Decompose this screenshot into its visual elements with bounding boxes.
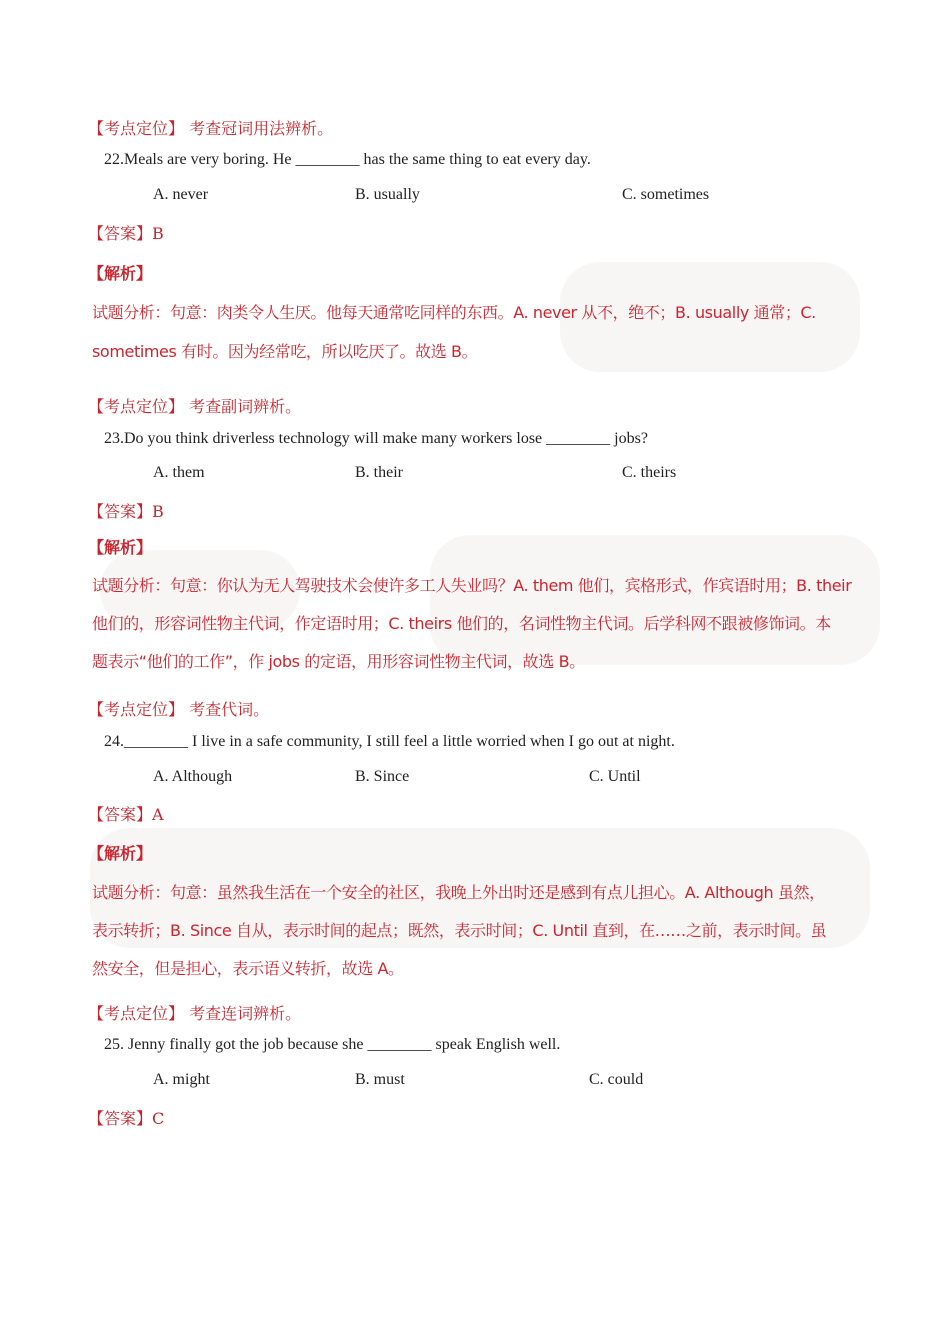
question-23: 23.Do you think driverless technology will make many workers lose ________ jobs? — [104, 430, 648, 447]
option-a: A. them — [153, 464, 205, 481]
question-22: 22.Meals are very boring. He ________ has the same thing to eat every day. — [104, 151, 591, 168]
analysis-label: 【解析】 — [88, 264, 153, 283]
analysis-text: 他们的，形容词性物主代词，作定语时用；C. theirs 他们的，名词性物主代词。后学科网不跟被修饰词。本 — [92, 614, 831, 633]
analysis-label: 【解析】 — [88, 538, 153, 557]
answer-label: 【答案】C — [88, 1109, 165, 1128]
analysis-label: 【解析】 — [88, 844, 153, 863]
kaodian-line: 【考点定位】 考查副词辨析。 — [88, 397, 302, 416]
answer-label: 【答案】B — [88, 224, 164, 243]
analysis-text: 试题分析：句意：肉类令人生厌。他每天通常吃同样的东西。A. never 从不，绝不；B. usually 通常；C. — [92, 303, 816, 322]
answer-label: 【答案】B — [88, 502, 164, 521]
option-b: B. Since — [355, 768, 410, 785]
option-c: C. theirs — [622, 464, 677, 481]
option-c: C. could — [589, 1071, 644, 1088]
analysis-text: 表示转折；B. Since 自从，表示时间的起点；既然，表示时间；C. Until 直到，在……之前，表示时间。虽 — [92, 921, 827, 940]
kaodian-line: 【考点定位】 考查连词辨析。 — [88, 1004, 302, 1023]
question-25: 25. Jenny finally got the job because she ________ speak English well. — [104, 1036, 561, 1053]
option-a: A. might — [153, 1071, 210, 1088]
analysis-text: 题表示“他们的工作”，作 jobs 的定语，用形容词性物主代词，故选 B。 — [92, 652, 585, 671]
answer-label: 【答案】A — [88, 805, 164, 824]
option-a: A. never — [153, 186, 209, 203]
option-a: A. Although — [153, 768, 233, 785]
watermark — [430, 535, 880, 665]
question-24: 24.________ I live in a safe community, I still feel a little worried when I go out at night. — [104, 733, 675, 750]
kaodian-line: 【考点定位】 考查冠词用法辨析。 — [88, 119, 334, 138]
analysis-text: 然安全，但是担心，表示语义转折，故选 A。 — [92, 959, 404, 978]
analysis-text: sometimes 有时。因为经常吃，所以吃厌了。故选 B。 — [92, 342, 478, 361]
analysis-text: 试题分析：句意：你认为无人驾驶技术会使许多工人失业吗？A. them 他们，宾格形式，作宾语时用；B. their — [92, 576, 852, 595]
option-b: B. their — [355, 464, 403, 481]
option-b: B. usually — [355, 186, 420, 203]
option-c: C. sometimes — [622, 186, 710, 203]
kaodian-line: 【考点定位】 考查代词。 — [88, 700, 270, 719]
option-c: C. Until — [589, 768, 641, 785]
option-b: B. must — [355, 1071, 405, 1088]
analysis-text: 试题分析：句意：虽然我生活在一个安全的社区，我晚上外出时还是感到有点儿担心。A. Although 虽然， — [92, 883, 825, 902]
